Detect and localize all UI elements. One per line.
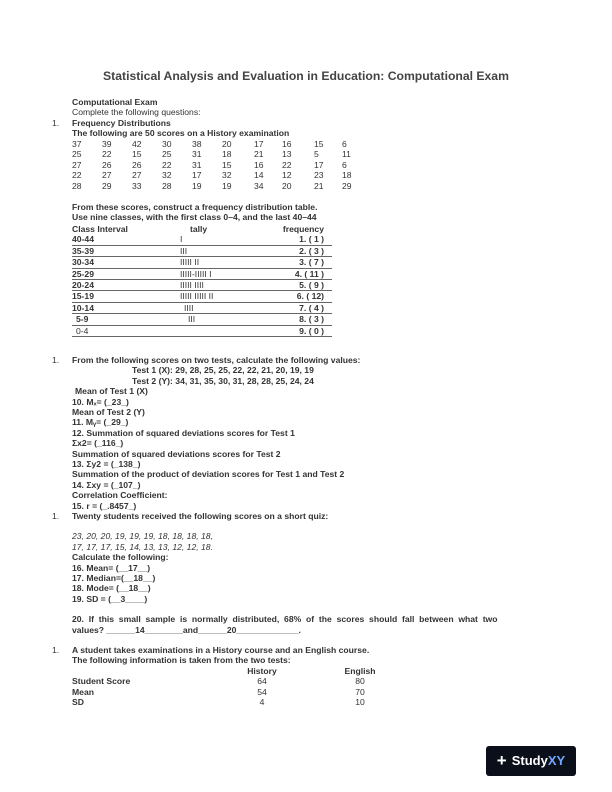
interval-cell: 20-24 [72, 279, 94, 290]
interval-cell: 25-29 [72, 268, 94, 279]
table-row [72, 246, 332, 257]
q2-line: 13. Σy2 = (_138_) [72, 459, 141, 470]
row-label: SD [72, 697, 84, 708]
intro [72, 97, 552, 118]
page-title: Statistical Analysis and Evaluation in Education: Computational Exam [103, 69, 509, 83]
q4-lead-2: The following information is taken from the two tests: [72, 655, 291, 666]
q2-test1: Test 1 (X): 29, 28, 25, 25, 22, 22, 21, 20, 19, 19 [132, 365, 314, 376]
q2-line: Mean of Test 1 (X) [75, 386, 148, 397]
frequency-table-header [72, 224, 332, 234]
score-cell: 31 [192, 159, 202, 170]
score-cell: 15 [132, 149, 142, 160]
score-cell: 22 [72, 170, 82, 181]
q3-answer: 17. Median=(__18__) [72, 573, 156, 584]
tally-cell: III [180, 245, 188, 256]
score-cell: 16 [282, 139, 292, 149]
score-cell: 6 [342, 159, 347, 170]
table-row [72, 303, 332, 314]
q3-block [72, 511, 552, 635]
score-cell: 29 [342, 180, 352, 191]
frequency-cell: 3. ( 7 ) [299, 257, 324, 268]
q3-answer: 18. Mode= (__18__) [72, 583, 151, 594]
history-value: 54 [257, 686, 267, 697]
frequency-cell: 6. ( 12) [296, 291, 324, 302]
table-row [72, 676, 402, 686]
score-cell: 13 [282, 149, 292, 160]
q2-line: 15. r = (_.8457_) [72, 500, 137, 511]
score-cell: 29 [102, 180, 112, 191]
score-cell: 15 [314, 139, 324, 149]
q2-line: Summation of squared deviations scores for Test 2 [72, 448, 281, 459]
frequency-cell: 4. ( 11 ) [294, 268, 324, 279]
score-cell: 22 [102, 149, 112, 160]
score-cell: 5 [314, 149, 319, 160]
logo-prefix: Study [511, 752, 548, 768]
score-cell: 28 [72, 180, 82, 191]
score-cell: 26 [102, 159, 112, 170]
table-row [72, 269, 332, 280]
tally-cell: IIIII IIIII II [180, 291, 214, 302]
q20-line-1: 20. If this small sample is normally distributed, 68% of the scores should fall between what two [72, 614, 498, 625]
q1-task [72, 202, 552, 223]
score-cell: 19 [192, 180, 202, 191]
table-row [72, 697, 402, 707]
q2-test2: Test 2 (Y): 34, 31, 35, 30, 31, 28, 28, 25, 24, 24 [132, 375, 314, 386]
score-cell: 37 [72, 139, 82, 149]
tally-cell: IIIII IIII [180, 279, 204, 290]
score-cell: 27 [72, 159, 82, 170]
frequency-cell: 9. ( 0 ) [299, 325, 324, 336]
score-cell: 17 [254, 139, 264, 149]
q1-heading: Frequency Distributions [72, 118, 171, 128]
studyxy-logo[interactable] [486, 746, 576, 776]
q3-lead: Twenty students received the following scores on a short quiz: [72, 511, 329, 521]
interval-cell: 5-9 [76, 314, 89, 325]
score-cell: 32 [222, 170, 232, 181]
frequency-table [72, 224, 332, 337]
interval-cell: 0-4 [76, 325, 89, 336]
score-cell: 22 [162, 159, 172, 170]
grades-header [72, 666, 402, 676]
score-cell: 28 [162, 180, 172, 191]
table-row [72, 314, 332, 325]
q3-answer: 16. Mean= (__17__) [72, 562, 151, 573]
score-cell: 34 [254, 180, 264, 191]
history-value: 64 [257, 676, 267, 687]
q4-number: 1. [52, 645, 60, 655]
col-frequency: frequency [282, 224, 324, 234]
q3-answer: 19. SD = (__3____) [72, 593, 148, 604]
score-cell: 21 [254, 149, 264, 160]
score-cell: 31 [192, 149, 202, 160]
q1-task-2: Use nine classes, with the first class 0–4, and the last 40–44 [72, 212, 317, 223]
q2-line: 10. Mₓ= (_23_) [72, 396, 129, 407]
logo-suffix: XY [547, 752, 566, 768]
q3-scores-line-2: 17, 17, 17, 15, 14, 13, 13, 12, 12, 18. [72, 541, 213, 552]
tally-cell: IIIII II [180, 257, 200, 268]
score-cell: 12 [282, 170, 292, 181]
table-row [72, 687, 402, 697]
score-cell: 39 [102, 139, 112, 149]
score-cell: 19 [222, 180, 232, 191]
col-tally: tally [190, 224, 208, 234]
frequency-cell: 7. ( 4 ) [299, 302, 324, 313]
tally-cell: IIII [184, 302, 194, 313]
table-row [72, 291, 332, 302]
interval-cell: 30-34 [72, 257, 94, 268]
score-cell: 18 [222, 149, 232, 160]
score-cell: 17 [314, 159, 324, 170]
table-row [72, 280, 332, 291]
q1-task-1: From these scores, construct a frequency distribution table. [72, 202, 318, 212]
q3-scores-line-1: 23, 20, 20, 19, 19, 19, 18, 18, 18, 18, [72, 531, 213, 542]
col-interval: Class Interval [72, 224, 128, 234]
score-cell: 20 [282, 180, 292, 191]
interval-cell: 40-44 [72, 234, 94, 245]
q2-line: Summation of the product of deviation scores for Test 1 and Test 2 [72, 469, 345, 480]
score-cell: 27 [102, 170, 112, 181]
tally-cell: IIIII-IIIII I [180, 268, 212, 279]
score-cell: 33 [132, 180, 142, 191]
score-cell: 15 [222, 159, 232, 170]
score-cell: 16 [254, 159, 264, 170]
q2-line: 12. Summation of squared deviations scores for Test 1 [72, 427, 295, 438]
table-row [72, 234, 332, 245]
q2-number: 1. [52, 355, 60, 365]
score-cell: 30 [162, 139, 172, 149]
score-cell: 38 [192, 139, 202, 149]
q3-number: 1. [52, 511, 60, 521]
q2-line: 14. Σxy = (_107_) [72, 479, 141, 490]
score-cell: 25 [72, 149, 82, 160]
q1-header [72, 118, 552, 139]
english-value: 10 [355, 697, 365, 708]
frequency-cell: 1. ( 1 ) [299, 234, 324, 245]
q1-number: 1. [52, 118, 60, 128]
score-cell: 18 [342, 170, 352, 181]
score-cell: 42 [132, 139, 142, 149]
grades-table [72, 666, 402, 708]
score-cell: 6 [342, 139, 347, 149]
col-english: English [344, 666, 376, 676]
tally-cell: III [188, 314, 196, 325]
english-value: 70 [355, 686, 365, 697]
history-value: 4 [259, 697, 265, 708]
table-row [72, 257, 332, 268]
q1-lead: The following are 50 scores on a History examination [72, 128, 290, 139]
frequency-cell: 8. ( 3 ) [299, 314, 324, 325]
q2-block [72, 355, 552, 511]
instruction: Complete the following questions: [72, 107, 201, 118]
row-label: Student Score [72, 676, 131, 687]
q4-block [72, 645, 552, 666]
interval-cell: 10-14 [72, 302, 94, 313]
score-cell: 32 [162, 170, 172, 181]
q20-line-2: values? ______14________and______20_____________. [72, 624, 301, 635]
q2-lead: From the following scores on two tests, calculate the following values: [72, 355, 361, 365]
q2-line: 11. Mᵧ= (_29_) [72, 417, 129, 428]
score-cell: 22 [282, 159, 292, 170]
score-cell: 27 [132, 170, 142, 181]
q2-line: Σx2= (_116_) [72, 438, 124, 449]
score-cell: 25 [162, 149, 172, 160]
q3-calc: Calculate the following: [72, 552, 169, 563]
interval-cell: 35-39 [72, 245, 94, 256]
col-history: History [247, 666, 277, 676]
q2-line: Correlation Coefficient: [72, 490, 168, 501]
score-cell: 11 [342, 149, 351, 160]
english-value: 80 [355, 676, 365, 687]
score-cell: 21 [314, 180, 324, 191]
frequency-cell: 5. ( 9 ) [299, 279, 324, 290]
q4-lead-1: A student takes examinations in a History course and an English course. [72, 645, 370, 655]
tally-cell: I [180, 234, 183, 245]
frequency-cell: 2. ( 3 ) [299, 245, 324, 256]
score-cell: 23 [314, 170, 324, 181]
q2-line: Mean of Test 2 (Y) [72, 407, 145, 418]
exam-heading: Computational Exam [72, 97, 158, 107]
score-cell: 20 [222, 139, 232, 149]
table-row [72, 326, 332, 337]
score-cell: 26 [132, 159, 142, 170]
score-cell: 14 [254, 170, 264, 181]
plus-icon: + [496, 750, 507, 770]
row-label: Mean [72, 686, 94, 697]
score-cell: 17 [192, 170, 202, 181]
interval-cell: 15-19 [72, 291, 94, 302]
